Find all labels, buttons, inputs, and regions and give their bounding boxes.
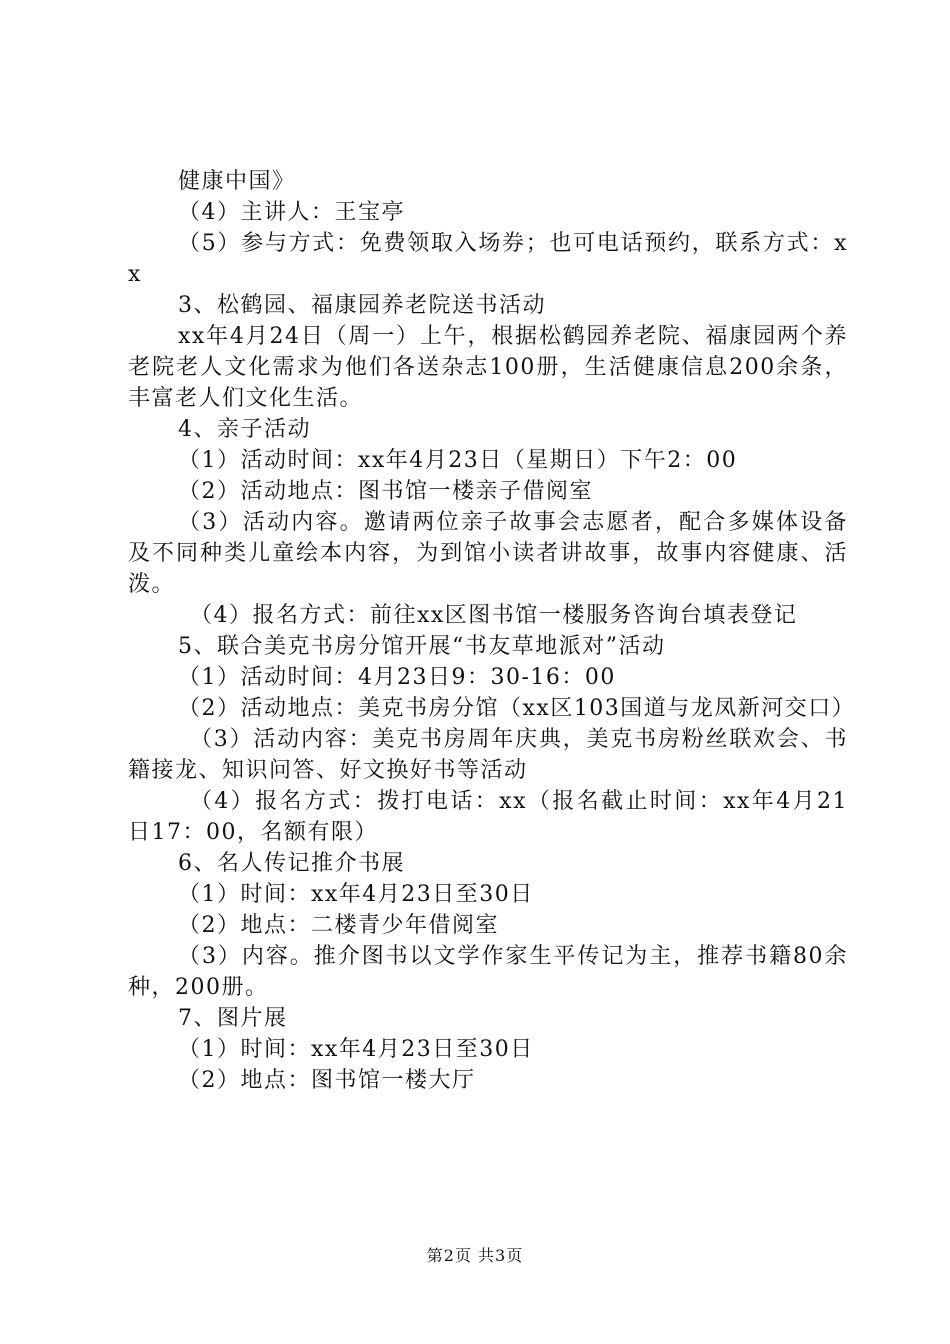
paragraph: xx年4月24日（周一）上午，根据松鹤园养老院、福康园两个养老院老人文化需求为他们各送杂志100册，生活健康信息200余条，丰富老人们文化生活。 bbox=[128, 324, 848, 411]
document-body bbox=[128, 166, 856, 1096]
paragraph: （2）活动地点：美克书房分馆（xx区103国道与龙凤新河交口） bbox=[178, 696, 856, 721]
paragraph: （2）地点：图书馆一楼大厅 bbox=[178, 1068, 476, 1093]
section-heading: 5、联合美克书房分馆开展“书友草地派对”活动 bbox=[178, 634, 666, 659]
paragraph: （4）报名方式：前往xx区图书馆一楼服务咨询台填表登记 bbox=[190, 603, 798, 628]
paragraph: （4）报名方式：拨打电话：xx（报名截止时间：xx年4月21日17：00，名额有限） bbox=[128, 789, 848, 845]
paragraph: （1）活动时间：4月23日9：30-16：00 bbox=[178, 665, 616, 690]
section-heading: 3、松鹤园、福康园养老院送书活动 bbox=[178, 293, 546, 318]
section-heading: 6、名人传记推介书展 bbox=[178, 851, 405, 876]
paragraph: （3）内容。推介图书以文学作家生平传记为主，推荐书籍80余种，200册。 bbox=[128, 944, 848, 1000]
page-number-footer: 第2页 共3页 bbox=[426, 1246, 524, 1265]
paragraph: （3）活动内容。邀请两位亲子故事会志愿者，配合多媒体设备及不同种类儿童绘本内容，为到馆小读者讲故事，故事内容健康、活泼。 bbox=[128, 510, 848, 597]
paragraph: （2）地点：二楼青少年借阅室 bbox=[178, 913, 499, 938]
paragraph: （1）时间：xx年4月23日至30日 bbox=[178, 1037, 534, 1062]
paragraph: （4）主讲人：王宝亭 bbox=[178, 200, 405, 225]
paragraph: （2）活动地点：图书馆一楼亲子借阅室 bbox=[178, 479, 593, 504]
paragraph: （5）参与方式：免费领取入场券；也可电话预约，联系方式：xx bbox=[128, 231, 848, 287]
paragraph: （1）时间：xx年4月23日至30日 bbox=[178, 882, 534, 907]
paragraph: （1）活动时间：xx年4月23日（星期日）下午2：00 bbox=[178, 448, 738, 473]
section-heading: 4、亲子活动 bbox=[178, 417, 311, 442]
paragraph: 健康中国》 bbox=[178, 169, 296, 194]
paragraph: （3）活动内容：美克书房周年庆典，美克书房粉丝联欢会、书籍接龙、知识问答、好文换好书等活动 bbox=[128, 727, 848, 783]
section-heading: 7、图片展 bbox=[178, 1006, 288, 1031]
